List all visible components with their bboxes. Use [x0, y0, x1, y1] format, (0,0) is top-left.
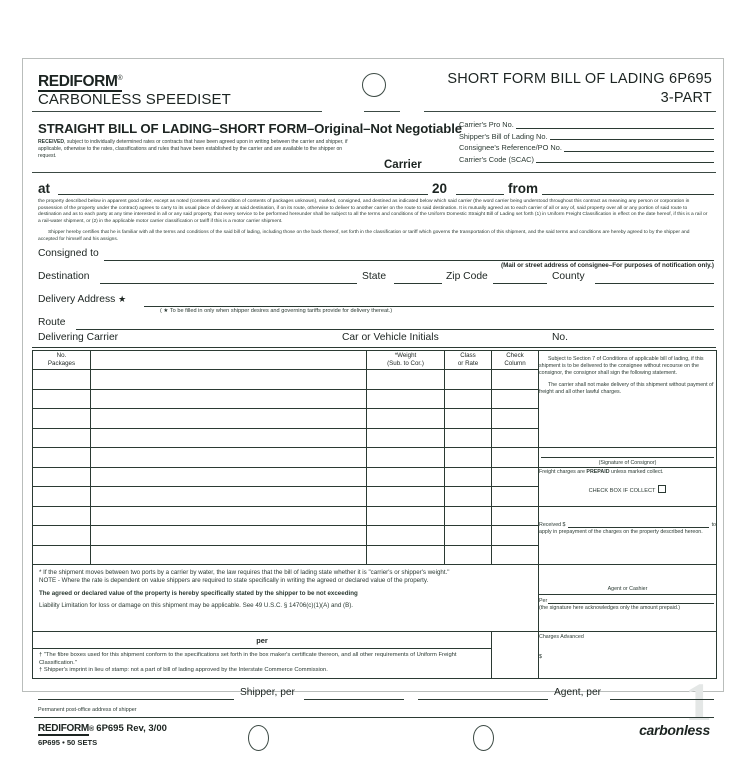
form-footer: [32, 671, 716, 761]
year-input[interactable]: [456, 194, 504, 195]
shipper-per-label: Shipper, per: [240, 686, 295, 698]
cell-no-packages[interactable]: [33, 545, 91, 565]
consigned-to-label: Consigned to: [38, 247, 99, 259]
field-input[interactable]: [550, 131, 714, 140]
star-icon: ★: [118, 293, 127, 304]
route-label: Route: [38, 316, 66, 328]
notes-cell: [33, 565, 539, 632]
product-line: CARBONLESS SPEEDISET: [38, 91, 231, 108]
hdr-line1: No.: [56, 352, 67, 360]
car-initials-label: Car or Vehicle Initials: [342, 331, 439, 343]
at-label: at: [38, 181, 51, 196]
collect-checkbox[interactable]: [658, 485, 666, 493]
cell-check-column[interactable]: [492, 545, 539, 565]
punch-hole-icon-right: [473, 725, 494, 751]
cell-class-or-rate[interactable]: [445, 448, 492, 468]
delivering-carrier-row: [32, 332, 716, 349]
dagger-note-1: † "The fibre boxes used for this shipment conform to the specifications set forth in the box maker's certificate thereon, and all other requirements of Uniform Freight Classification.": [39, 652, 457, 666]
cell-class-or-rate[interactable]: [445, 409, 492, 429]
no-label: No.: [552, 331, 569, 343]
cell-class-or-rate[interactable]: [445, 467, 492, 487]
cell-no-packages[interactable]: [33, 526, 91, 546]
hdr-line1: Check: [506, 352, 524, 360]
prepaid-post: unless marked collect.: [609, 468, 664, 475]
shipment-grid: [32, 350, 717, 679]
cell-check-column[interactable]: [492, 409, 539, 429]
cell-description[interactable]: [91, 448, 367, 468]
cell-description[interactable]: [91, 467, 367, 487]
shipment-table: [32, 350, 716, 679]
received-clause: [38, 139, 348, 161]
state-label: State: [362, 270, 387, 282]
cell-weight[interactable]: [367, 448, 445, 468]
dagger-note-2: † Shipper's imprint in lieu of stamp: not a part of bill of lading approved by the Interstate Commerce Commission.: [39, 667, 328, 674]
charges-advanced-dollar: $: [539, 654, 542, 661]
masthead-rule-right: [424, 111, 716, 112]
footer-brand: [38, 723, 167, 734]
per-center-label: per: [256, 635, 268, 645]
cell-no-packages[interactable]: [33, 389, 91, 409]
cell-no-packages[interactable]: [33, 428, 91, 448]
cell-check-column[interactable]: [492, 487, 539, 507]
masthead-rule-mid: [364, 111, 400, 112]
cell-no-packages[interactable]: [33, 467, 91, 487]
page-title: STRAIGHT BILL OF LADING–SHORT FORM–Original–Not Negotiable: [38, 121, 463, 136]
cell-class-or-rate[interactable]: [445, 428, 492, 448]
cell-weight[interactable]: [367, 487, 445, 507]
cell-class-or-rate[interactable]: [445, 545, 492, 565]
signature-rule: [541, 457, 714, 458]
title-block: [32, 115, 716, 177]
footer-registered-mark: ®: [88, 725, 94, 733]
hdr-line2: Column: [504, 359, 526, 367]
cell-check-column[interactable]: [492, 448, 539, 468]
cell-class-or-rate[interactable]: [445, 506, 492, 526]
cell-weight[interactable]: [367, 545, 445, 565]
legal-terms: [38, 199, 710, 244]
state-input[interactable]: [394, 283, 442, 284]
field-input[interactable]: [516, 120, 714, 129]
delivery-address-input[interactable]: [144, 306, 714, 307]
received-label: Received $: [539, 521, 566, 528]
cell-description[interactable]: [91, 389, 367, 409]
blank-box-cell[interactable]: [492, 632, 539, 679]
at-place-input[interactable]: [58, 194, 428, 195]
cell-no-packages[interactable]: [33, 487, 91, 507]
delivery-address-text: Delivery Address: [38, 293, 116, 305]
shipper-signature-input[interactable]: [38, 699, 234, 700]
section7-cell: [539, 350, 717, 448]
footer-form-rev: 6P695 Rev, 3/00: [96, 722, 167, 734]
agent-cashier-cell: [539, 565, 717, 595]
col-header-check-column: [492, 350, 539, 370]
consigned-to-input[interactable]: [104, 260, 714, 261]
hdr-line2: Packages: [47, 359, 76, 367]
form-identity: [447, 71, 712, 106]
masthead: [32, 67, 716, 115]
field-consignees-reference-po-no[interactable]: [459, 142, 714, 154]
cell-check-column[interactable]: [492, 389, 539, 409]
destination-input[interactable]: [100, 283, 357, 284]
received-prepayment-text: apply in prepayment of the charges on the property described hereon.: [539, 528, 703, 535]
dagger-notes-cell: [33, 649, 492, 679]
prepaid-statement: [539, 469, 716, 476]
received-text: , subject to individually determined rates or contracts that have been agreed upon in writing between the carrier and shipper, if applicable, otherwise to the rates, classifications and rules that have been established by the carrier and are available to the shipper on request.: [38, 139, 348, 160]
check-collect-label: CHECK BOX IF COLLECT: [588, 487, 656, 494]
cell-weight[interactable]: [367, 467, 445, 487]
cell-check-column[interactable]: [492, 506, 539, 526]
registered-mark: ®: [117, 75, 123, 82]
field-input[interactable]: [564, 143, 714, 152]
hdr-line1: Class: [460, 352, 476, 360]
per-note: (the signature here acknowledges only the amount prepaid.): [539, 604, 681, 611]
consignee-block: [32, 248, 716, 332]
dagger-notes: [33, 649, 491, 678]
table-header-row: [33, 350, 717, 370]
cell-class-or-rate[interactable]: [445, 389, 492, 409]
cell-description[interactable]: [91, 545, 367, 565]
received-amount-row[interactable]: [539, 521, 716, 529]
field-label: Carrier's Pro No.: [459, 120, 514, 129]
hdr-line1: *Weight: [394, 352, 417, 360]
cell-no-packages[interactable]: [33, 448, 91, 468]
cell-check-column[interactable]: [492, 428, 539, 448]
zip-code-label: Zip Code: [446, 270, 488, 282]
footnotes-row: [33, 565, 717, 595]
received-prepayment-cell[interactable]: [539, 506, 717, 565]
per-signature-input[interactable]: [548, 597, 714, 604]
cell-weight[interactable]: [367, 428, 445, 448]
section7-paragraph-2: The carrier shall not make delivery of this shipment without payment of freight and all other lawful charges.: [539, 381, 714, 395]
cell-check-column[interactable]: [492, 467, 539, 487]
punch-hole-icon-left: [248, 725, 269, 751]
check-box-if-collect[interactable]: [539, 485, 716, 494]
carrier-fields-group: [459, 119, 714, 165]
footer-sets: 6P695 • 50 SETS: [38, 737, 98, 747]
brand-logo: [38, 71, 122, 92]
per-row[interactable]: [539, 597, 716, 605]
form-inner: [32, 67, 716, 747]
cell-class-or-rate[interactable]: [445, 370, 492, 390]
cell-weight[interactable]: [367, 389, 445, 409]
liability-limitation: Liability Limitation for loss or damage on this shipment may be applicable. See 49 U.S.C. § 14706(c)(1)(A) and (B).: [39, 602, 353, 610]
delivering-carrier-label: Delivering Carrier: [38, 331, 119, 343]
cell-description[interactable]: [91, 506, 367, 526]
cell-no-packages[interactable]: [33, 409, 91, 429]
table-row[interactable]: [33, 448, 717, 468]
form-document: [22, 58, 724, 747]
per-label: Per: [539, 597, 548, 604]
at-from-row: [32, 179, 716, 199]
form-parts: 3-PART: [660, 90, 712, 106]
col-header-weight: [367, 350, 445, 370]
per-center-cell: [33, 632, 492, 649]
route-input[interactable]: [76, 329, 714, 330]
cell-description[interactable]: [91, 370, 367, 390]
agent-signature-input[interactable]: [418, 699, 548, 700]
prepaid-pre: Freight charges are: [539, 468, 587, 475]
prepaid-keyword: PREPAID: [586, 468, 610, 475]
brand-name: REDIFORM: [38, 73, 118, 91]
cell-description[interactable]: [91, 526, 367, 546]
signature-consignor-label: (Signature of Consignor): [598, 459, 657, 466]
footer-rule: [34, 717, 714, 718]
section7-paragraph-1: Subject to Section 7 of Conditions of applicable bill of lading, if this shipment is to be delivered to the consignee without recourse on the consignor, the consignor shall sign the following statement.: [539, 355, 704, 376]
table-row[interactable]: [33, 467, 717, 487]
cell-description[interactable]: [91, 487, 367, 507]
destination-label: Destination: [38, 270, 90, 282]
cell-description[interactable]: [91, 409, 367, 429]
field-carriers-pro-no[interactable]: [459, 119, 714, 131]
cell-weight[interactable]: [367, 409, 445, 429]
mail-address-note: (Mail or street address of consignee–For purposes of notification only.): [501, 261, 714, 269]
footer-brand-name: REDIFORM: [38, 722, 89, 734]
received-to-label: to: [711, 521, 716, 528]
agent-per-input[interactable]: [610, 699, 714, 700]
field-input[interactable]: [536, 154, 714, 163]
agent-per-label: Agent, per: [554, 686, 602, 698]
field-label: Shipper's Bill of Lading No.: [459, 131, 548, 141]
received-amount-input[interactable]: [568, 521, 709, 528]
cell-weight[interactable]: [367, 370, 445, 390]
carrier-heading: Carrier: [384, 159, 422, 171]
cell-no-packages[interactable]: [33, 370, 91, 390]
signature-consignor-cell[interactable]: [539, 448, 717, 468]
from-input[interactable]: [542, 194, 714, 195]
note-line: NOTE - Where the rate is dependent on value shippers are required to state specifically in writing the agreed or declared value of the property.: [39, 577, 429, 585]
col-header-class-or-rate: [445, 350, 492, 370]
delivering-carrier-rule: [32, 347, 716, 348]
permanent-address-label: Permanent post-office address of shipper: [38, 706, 137, 713]
legal-paragraph-2: Shipper hereby certifies that he is familiar with all the terms and conditions of the said bill of lading, including those on the back thereof, set forth in the classification or tariff which governs the transportation of this shipment, and the said terms and conditions are hereby agreed to by the shipper and accepted for himself and his assigns.: [38, 230, 690, 242]
delivery-address-label: [38, 294, 126, 305]
hdr-line2: (Sub. to Cor.): [387, 359, 424, 367]
field-label: Carrier's Code (SCAC): [459, 154, 534, 164]
form-title: SHORT FORM BILL OF LADING 6P695: [447, 71, 712, 87]
charges-advanced-label: Charges Advanced: [539, 634, 584, 641]
cell-check-column[interactable]: [492, 526, 539, 546]
field-shippers-bol-no[interactable]: [459, 131, 714, 143]
cell-class-or-rate[interactable]: [445, 487, 492, 507]
weight-and-value-notes: [33, 565, 538, 615]
legal-paragraph-1: the property described below in apparent good order, except as noted (contents and condition of contents of packages unknown), marked, consigned, and destined as indicated below which said carrier (the word carrier being understood throughout this contract as meaning any person or corporation in possession of the property under the contract) agrees to carry to its usual place of delivery at said destination, if on its route, otherwise to deliver to another carrier on the route to said destination. It is mutually agreed as to each carrier of all or any of, said property over all or any portion of said route to destination and as to each party at any time interested in all or any said property, that every service to be performed hereunder shall be subject to all the terms and conditions of the Uniform Domestic Straight Bill of Lading set forth (1) in Uniform Freight Classification in effect on the date hereof, if this is a rail or a rail-water shipment, or (2) in the applicable motor carrier classification or tariff if this is a motor carrier shipment.: [38, 199, 708, 224]
field-carriers-code-scac[interactable]: [459, 154, 714, 166]
cell-weight[interactable]: [367, 526, 445, 546]
cell-description[interactable]: [91, 428, 367, 448]
county-input[interactable]: [595, 283, 714, 284]
agreed-value-statement: The agreed or declared value of the property is hereby specifically stated by the shipper to be not exceeding: [39, 589, 358, 597]
field-label: Consignee's Reference/PO No.: [459, 143, 562, 153]
part-number-watermark: 1: [685, 671, 712, 732]
title-block-rule: [32, 172, 716, 173]
carbonless-mark: carbonless: [639, 721, 710, 738]
cell-class-or-rate[interactable]: [445, 526, 492, 546]
masthead-rule-left: [32, 111, 322, 112]
cell-check-column[interactable]: [492, 370, 539, 390]
per-signature-cell[interactable]: [539, 594, 717, 631]
col-header-description: [91, 350, 367, 370]
agent-cashier-label: Agent or Cashier: [607, 585, 648, 592]
received-label: RECEIVED: [38, 139, 65, 145]
cell-weight[interactable]: [367, 506, 445, 526]
star-note: * If the shipment moves between two ports by a carrier by water, the law requires that the bill of lading state whether it is "carrier's or shipper's weight.": [39, 569, 450, 577]
from-label: from: [508, 181, 538, 196]
prepaid-cell[interactable]: [539, 467, 717, 506]
col-header-no-packages: [33, 350, 91, 370]
cell-no-packages[interactable]: [33, 506, 91, 526]
year-label: 20: [432, 181, 448, 196]
zip-code-input[interactable]: [493, 283, 547, 284]
table-row[interactable]: [33, 506, 717, 526]
punch-hole-icon: [362, 73, 386, 97]
delivery-address-note: ( ★ To be filled in only when shipper desires and governing tariffs provide for delivery thereat.): [160, 307, 393, 314]
shipper-per-input[interactable]: [304, 699, 404, 700]
per-and-charges-row: [33, 632, 717, 649]
county-label: County: [552, 270, 585, 282]
hdr-line2: or Rate: [457, 359, 479, 367]
